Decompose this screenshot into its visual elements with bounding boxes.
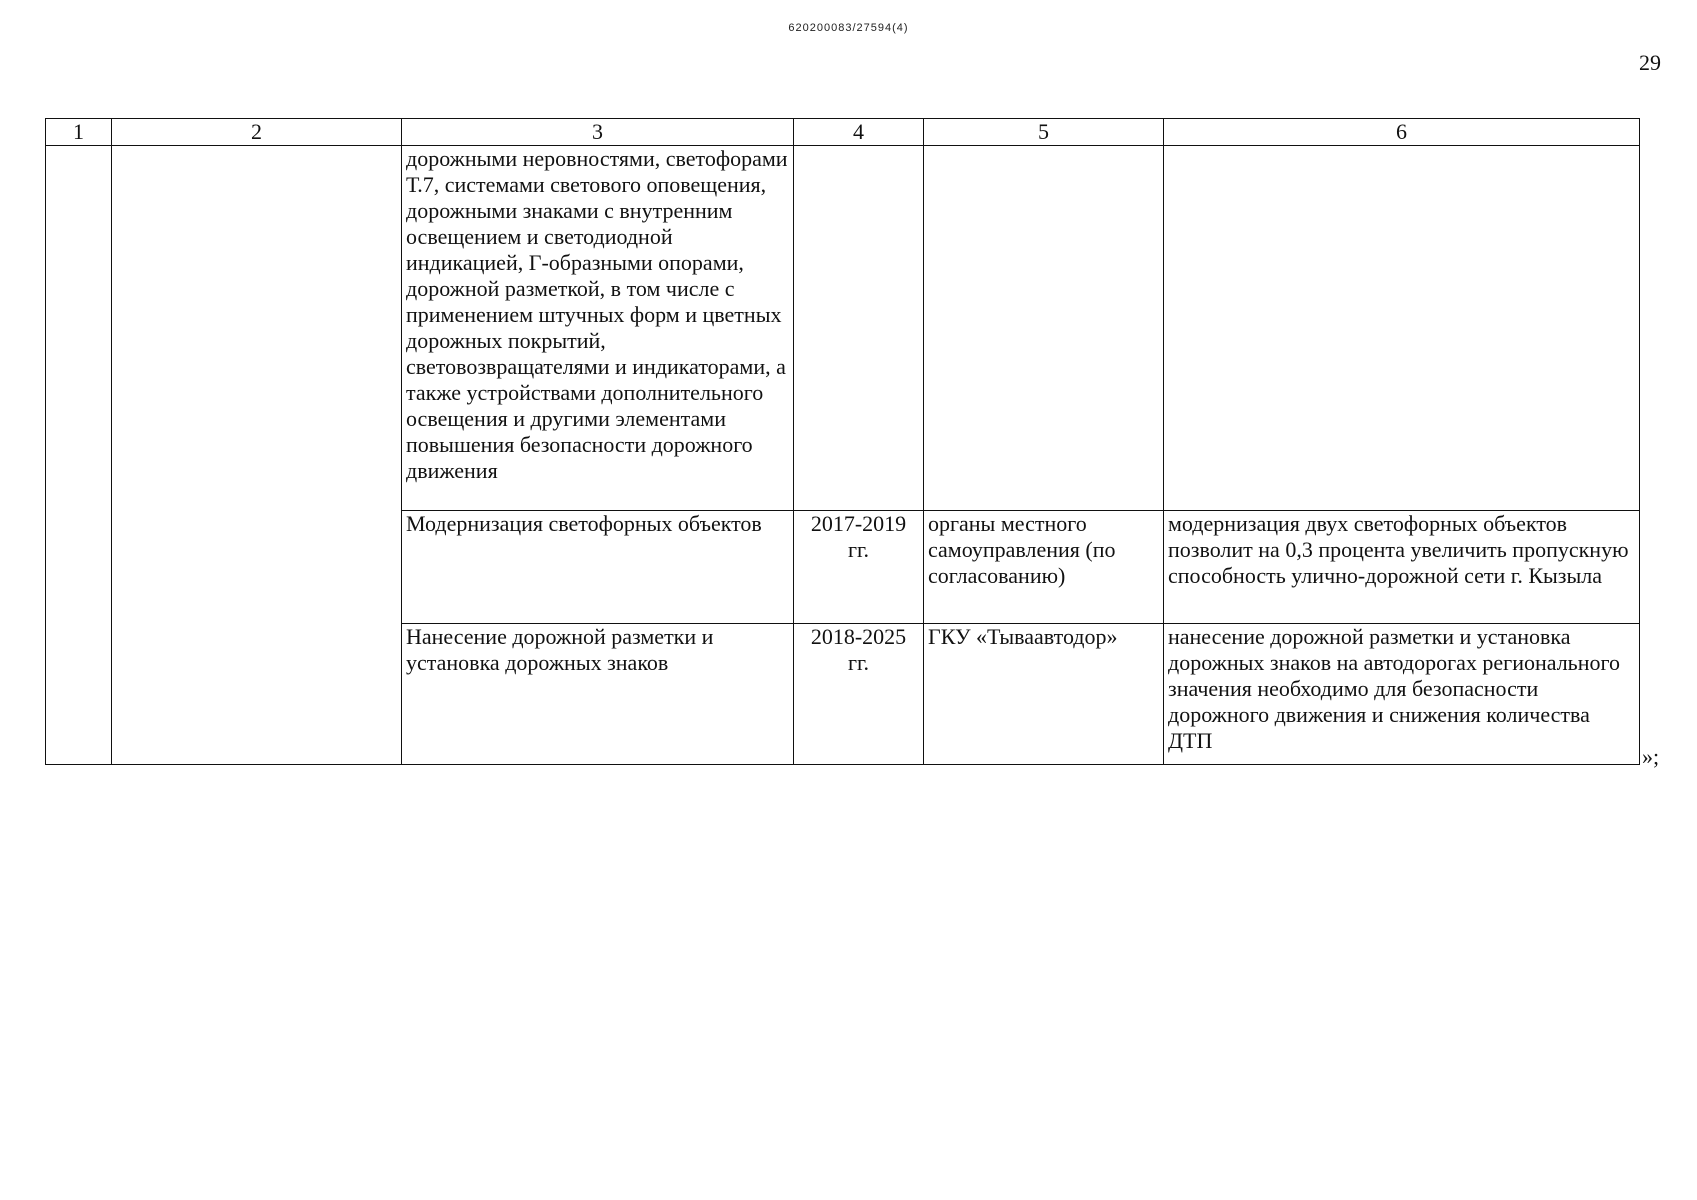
period-cell: 2017-2019 гг. [794,511,924,624]
period-cell: 2018-2025 гг. [794,624,924,765]
header-col-1: 1 [46,119,112,146]
executor-cell: органы местного самоуправления (по согласованию) [924,511,1164,624]
task-cell [112,146,402,765]
table-row [46,146,1640,511]
header-col-5: 5 [924,119,1164,146]
page-number: 29 [1639,50,1661,75]
result-cell: нанесение дорожной разметки и установка дорожных знаков на автодорогах регионального значения необходимо для безопасности дорожного движения и снижения количества ДТП [1164,624,1640,765]
header-col-6: 6 [1164,119,1640,146]
row-number-cell [46,146,112,765]
measures-table-container [45,118,1639,765]
measure-cell: дорожными неровностями, светофорами Т.7, системами светового оповещения, дорожными знаками с внутренним освещением и светодиодной индикацией, Г-образными опорами, дорожной разметкой, в том числе с применением штучных форм и цветных дорожных покрытий, световозвращателями и индикаторами, а также устройствами дополнительного освещения и другими элементами повышения безопасности дорожного движения [402,146,794,511]
header-col-2: 2 [112,119,402,146]
result-cell: модернизация двух светофорных объектов позволит на 0,3 процента увеличить пропускную способность улично-дорожной сети г. Кызыла [1164,511,1640,624]
header-col-4: 4 [794,119,924,146]
header-row [46,119,1640,146]
header-col-3: 3 [402,119,794,146]
measures-table [45,118,1640,765]
executor-cell [924,146,1164,511]
period-cell [794,146,924,511]
closing-quote-mark: »; [1642,744,1660,769]
executor-cell: ГКУ «Тываавтодор» [924,624,1164,765]
measure-cell: Модернизация светофорных объектов [402,511,794,624]
result-cell [1164,146,1640,511]
document-id: 620200083/27594(4) [788,22,909,34]
measure-cell: Нанесение дорожной разметки и установка дорожных знаков [402,624,794,765]
